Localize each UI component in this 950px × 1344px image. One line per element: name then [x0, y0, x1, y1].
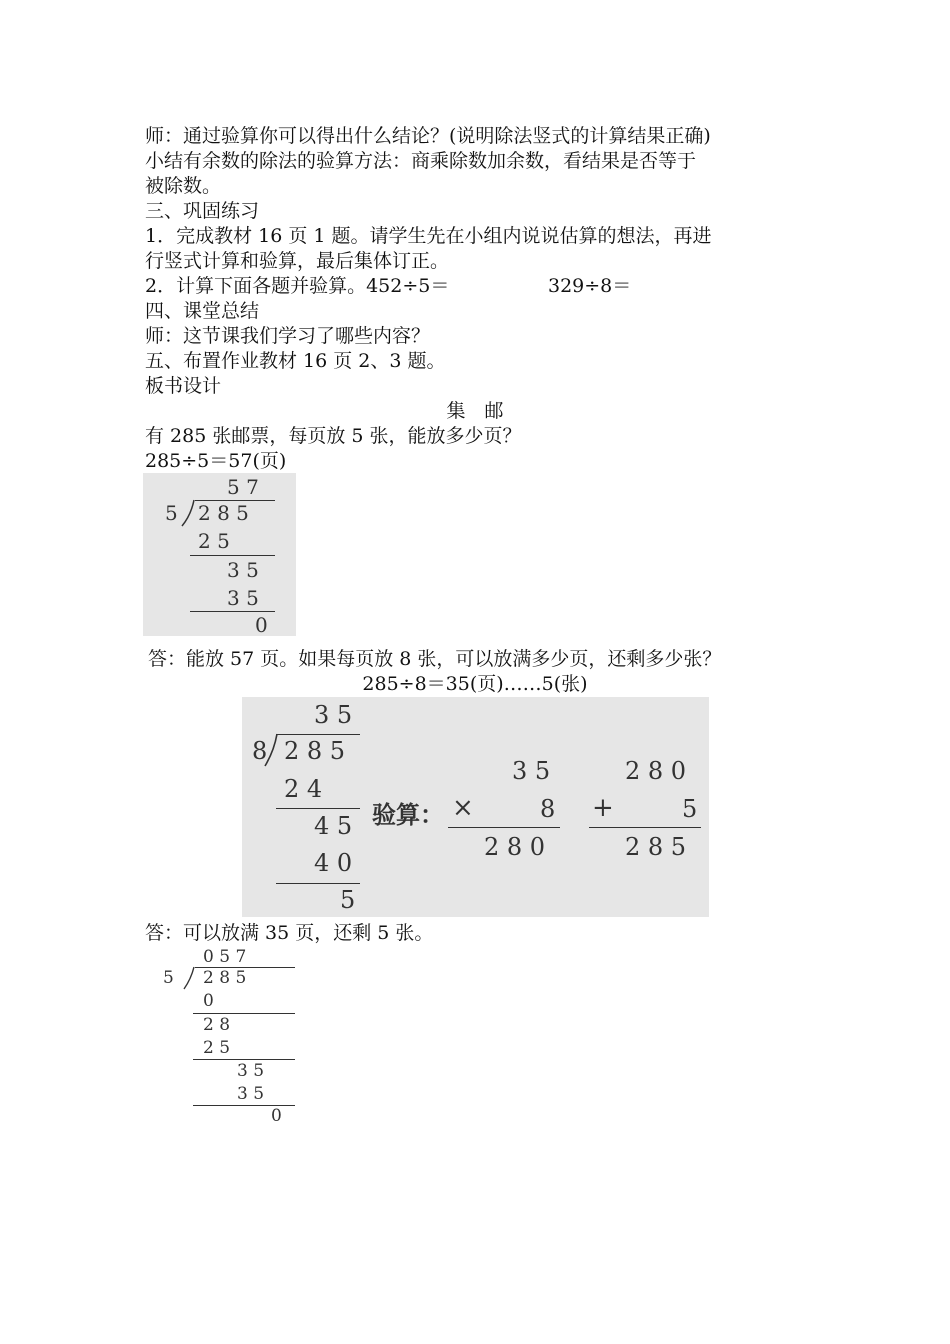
final-remainder: 0: [255, 613, 268, 637]
step-product-1: 2 4: [284, 775, 323, 803]
section-summary-heading: 四、课堂总结: [145, 300, 260, 322]
dividend: 2 8 5: [198, 501, 249, 525]
step-0: 0: [203, 991, 214, 1011]
add-sign: +: [592, 793, 614, 823]
check-label: 验算：: [372, 800, 444, 829]
section-homework: 五、布置作业教材 16 页 2、3 题。: [145, 350, 446, 372]
equation-1: 285÷5＝57(页): [145, 450, 287, 472]
text-summary-cont: 被除数。: [145, 175, 222, 197]
rule-2: [190, 611, 275, 612]
dividend: 2 8 5: [284, 737, 346, 765]
board-design-heading: 板书设计: [145, 375, 222, 397]
long-division-285-by-5-full: [155, 945, 300, 1127]
rule-1: [193, 1059, 295, 1060]
quotient: 0 5 7: [203, 947, 247, 967]
long-division-285-by-8-with-check: [242, 697, 709, 917]
problem-statement: 有 285 张邮票，每页放 5 张，能放多少页？: [145, 425, 522, 447]
step-product-1: 2 5: [198, 529, 230, 553]
step-1: 2 8: [203, 1015, 231, 1035]
divisor: 8: [252, 737, 268, 765]
add-rule: [589, 827, 701, 828]
quotient: 5 7: [227, 475, 259, 499]
division-bracket: [264, 733, 278, 767]
add-result: 2 8 5: [625, 833, 687, 861]
step-2: 2 5: [203, 1038, 231, 1058]
step-4: 3 5: [237, 1084, 265, 1104]
text-summary: 小结有余数的除法的验算方法：商乘除数加余数，看结果是否等于: [145, 150, 697, 172]
mul-rule: [448, 827, 560, 828]
equation-2: 285÷8＝35(页)……5(张): [362, 673, 588, 695]
step-remainder-1: 4 5: [314, 812, 353, 840]
step-product-2: 3 5: [227, 586, 259, 610]
final-remainder: 5: [340, 886, 356, 914]
step-remainder-1: 3 5: [227, 558, 259, 582]
answer-1: 答：能放 57 页。如果每页放 8 张，可以放满多少页，还剩多少张？: [148, 648, 722, 670]
mul-sign: ×: [452, 793, 474, 823]
text-exercise-1-cont: 行竖式计算和验算，最后集体订正。: [145, 250, 450, 272]
final-remainder: 0: [271, 1106, 282, 1126]
answer-2: 答：可以放满 35 页，还剩 5 张。: [145, 922, 434, 944]
text-teacher-question: 师：这节课我们学习了哪些内容？: [145, 325, 431, 347]
add-top: 2 8 0: [625, 757, 687, 785]
divisor: 5: [165, 501, 178, 525]
text-exercise-2b: 329÷8＝: [548, 275, 632, 297]
text-exercise-1: 1．完成教材 16 页 1 题。请学生先在小组内说说估算的想法，再进: [145, 225, 712, 247]
rule-1: [276, 808, 360, 809]
quotient: 3 5: [314, 701, 353, 729]
dividend: 2 8 5: [203, 968, 247, 988]
rule-2: [276, 883, 360, 884]
add-bottom: 5: [682, 795, 698, 823]
step-3: 3 5: [237, 1061, 265, 1081]
rule-1: [190, 555, 275, 556]
text-exercise-2: 2．计算下面各题并验算。452÷5＝: [145, 275, 450, 297]
mul-result: 2 8 0: [484, 833, 546, 861]
section-practice-heading: 三、巩固练习: [145, 200, 260, 222]
board-title: 集 邮: [446, 400, 504, 422]
divisor: 5: [163, 968, 174, 988]
text-conclusion-question: 师：通过验算你可以得出什么结论？(说明除法竖式的计算结果正确): [145, 125, 711, 147]
rule-0: [193, 1013, 295, 1014]
division-bar: [276, 734, 360, 735]
long-division-285-by-5: [143, 473, 296, 636]
step-product-2: 4 0: [314, 849, 353, 877]
mul-bottom: 8: [540, 795, 556, 823]
division-bracket: [183, 966, 195, 990]
division-bracket: [181, 499, 195, 527]
mul-top: 3 5: [512, 757, 551, 785]
